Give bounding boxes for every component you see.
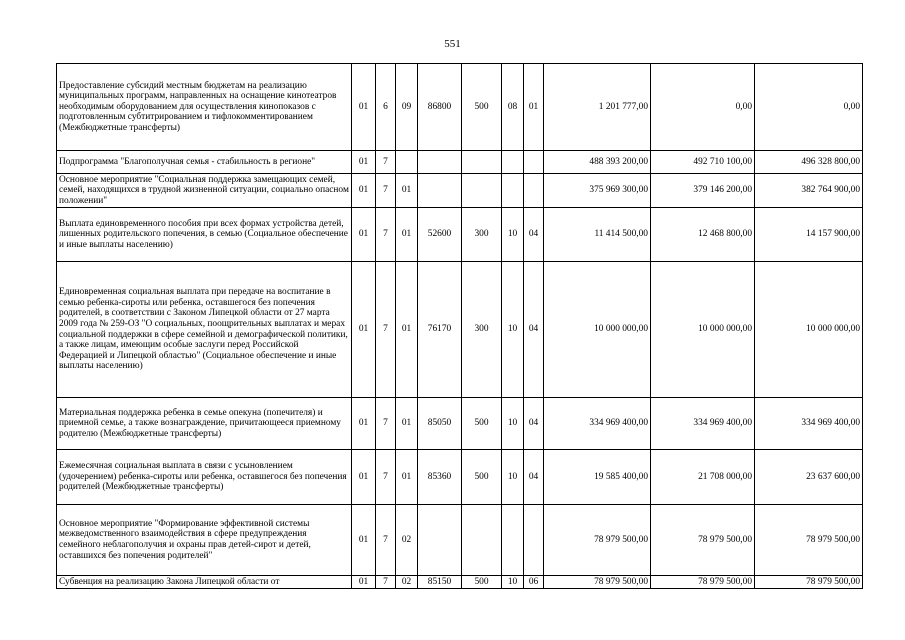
amount-year-2: 12 468 800,00 [651,208,755,262]
amount-year-2: 78 979 500,00 [651,505,755,576]
code-expense-type: 500 [462,450,502,505]
amount-year-2: 379 146 200,00 [651,174,755,208]
table-row [57,505,863,576]
code-activity: 02 [396,505,418,576]
code-section [502,505,524,576]
code-ministry: 01 [352,208,376,262]
code-section: 10 [502,262,524,398]
code-subsection: 04 [524,398,544,450]
row-description: Предоставление субсидий местным бюджетам на реализацию муниципальных программ, направленных на оснащение кинотеатров необходимым оборудованием для осуществления кинопоказов с подготовленным субтитрированием и тифлокомментированием (Межбюджетные трансферты) [57,64,352,151]
code-activity: 01 [396,174,418,208]
table-row [57,576,863,589]
code-direction: 86800 [418,64,462,151]
code-section [502,151,524,174]
code-activity [396,151,418,174]
code-ministry: 01 [352,64,376,151]
table-body [57,64,863,589]
page-number: 551 [444,38,461,50]
code-subprogram: 7 [376,576,396,589]
amount-year-2: 10 000 000,00 [651,262,755,398]
code-ministry: 01 [352,151,376,174]
code-activity: 09 [396,64,418,151]
code-ministry: 01 [352,398,376,450]
amount-year-2: 21 708 000,00 [651,450,755,505]
row-description: Субвенция на реализацию Закона Липецкой области от [57,576,352,589]
code-subsection: 04 [524,262,544,398]
code-subsection [524,151,544,174]
code-expense-type [462,174,502,208]
amount-year-2: 492 710 100,00 [651,151,755,174]
amount-year-1: 375 969 300,00 [544,174,651,208]
amount-year-1: 19 585 400,00 [544,450,651,505]
code-subprogram: 6 [376,64,396,151]
amount-year-3: 78 979 500,00 [755,505,863,576]
code-expense-type: 300 [462,262,502,398]
code-ministry: 01 [352,505,376,576]
row-description: Основное мероприятие "Формирование эффективной системы межведомственного взаимодействия в сфере предупреждения семейного неблагополучия и охраны прав детей-сирот и детей, оставшихся без попечения родителей" [57,505,352,576]
code-ministry: 01 [352,262,376,398]
amount-year-3: 78 979 500,00 [755,576,863,589]
code-subsection: 04 [524,208,544,262]
code-section [502,174,524,208]
code-activity: 01 [396,262,418,398]
amount-year-2: 0,00 [651,64,755,151]
table-row [57,64,863,151]
code-activity: 02 [396,576,418,589]
code-direction [418,151,462,174]
code-section: 08 [502,64,524,151]
code-subprogram: 7 [376,450,396,505]
code-direction: 52600 [418,208,462,262]
code-activity: 01 [396,398,418,450]
code-direction [418,174,462,208]
amount-year-1: 78 979 500,00 [544,505,651,576]
amount-year-1: 488 393 200,00 [544,151,651,174]
row-description: Ежемесячная социальная выплата в связи с усыновлением (удочерением) ребенка-сироты или ребенка, оставшегося без попечения родителей (Межбюджетные трансферты) [57,450,352,505]
amount-year-3: 14 157 900,00 [755,208,863,262]
amount-year-3: 10 000 000,00 [755,262,863,398]
code-subprogram: 7 [376,174,396,208]
amount-year-3: 23 637 600,00 [755,450,863,505]
code-subsection: 06 [524,576,544,589]
code-subsection: 01 [524,64,544,151]
code-expense-type: 500 [462,64,502,151]
code-subprogram: 7 [376,208,396,262]
code-ministry: 01 [352,174,376,208]
code-expense-type: 500 [462,576,502,589]
amount-year-1: 1 201 777,00 [544,64,651,151]
code-expense-type: 500 [462,398,502,450]
code-activity: 01 [396,208,418,262]
table-row [57,174,863,208]
amount-year-3: 382 764 900,00 [755,174,863,208]
amount-year-1: 11 414 500,00 [544,208,651,262]
code-expense-type [462,505,502,576]
code-subprogram: 7 [376,398,396,450]
table-row [57,262,863,398]
table-row [57,398,863,450]
code-ministry: 01 [352,450,376,505]
budget-table [56,63,863,589]
code-subprogram: 7 [376,505,396,576]
code-direction: 85360 [418,450,462,505]
amount-year-1: 10 000 000,00 [544,262,651,398]
code-section: 10 [502,576,524,589]
code-direction: 85050 [418,398,462,450]
amount-year-3: 496 328 800,00 [755,151,863,174]
code-ministry: 01 [352,576,376,589]
code-direction: 76170 [418,262,462,398]
code-subprogram: 7 [376,151,396,174]
row-description: Подпрограмма "Благополучная семья - стабильность в регионе" [57,151,352,174]
amount-year-3: 334 969 400,00 [755,398,863,450]
code-direction: 85150 [418,576,462,589]
row-description: Материальная поддержка ребенка в семье опекуна (попечителя) и приемной семье, а также вознаграждение, причитающееся приемному родителю (Межбюджетные трансферты) [57,398,352,450]
code-subprogram: 7 [376,262,396,398]
row-description: Выплата единовременного пособия при всех формах устройства детей, лишенных родительского попечения, в семью (Социальное обеспечение и иные выплаты населению) [57,208,352,262]
code-subsection [524,505,544,576]
amount-year-2: 334 969 400,00 [651,398,755,450]
row-description: Основное мероприятие "Социальная поддержка замещающих семей, семей, находящихся в трудной жизненной ситуации, социально опасном положении" [57,174,352,208]
code-subsection [524,174,544,208]
row-description: Единовременная социальная выплата при передаче на воспитание в семью ребенка-сироты или ребенка, оставшегося без попечения родителей, в соответствии с Законом Липецкой области от 27 марта 2009 года № 259-ОЗ "О социальных, поощрительных выплатах и мерах социальной поддержки в сфере семейной и демографической политики, а также лицам, имеющим особые заслуги перед Российской Федерацией и Липецкой областью" (Социальное обеспечение и иные выплаты населению) [57,262,352,398]
table-row [57,208,863,262]
code-activity: 01 [396,450,418,505]
code-subsection: 04 [524,450,544,505]
table-row [57,450,863,505]
amount-year-3: 0,00 [755,64,863,151]
code-section: 10 [502,450,524,505]
code-section: 10 [502,398,524,450]
code-expense-type [462,151,502,174]
amount-year-1: 78 979 500,00 [544,576,651,589]
code-expense-type: 300 [462,208,502,262]
table-row [57,151,863,174]
amount-year-1: 334 969 400,00 [544,398,651,450]
amount-year-2: 78 979 500,00 [651,576,755,589]
code-section: 10 [502,208,524,262]
code-direction [418,505,462,576]
